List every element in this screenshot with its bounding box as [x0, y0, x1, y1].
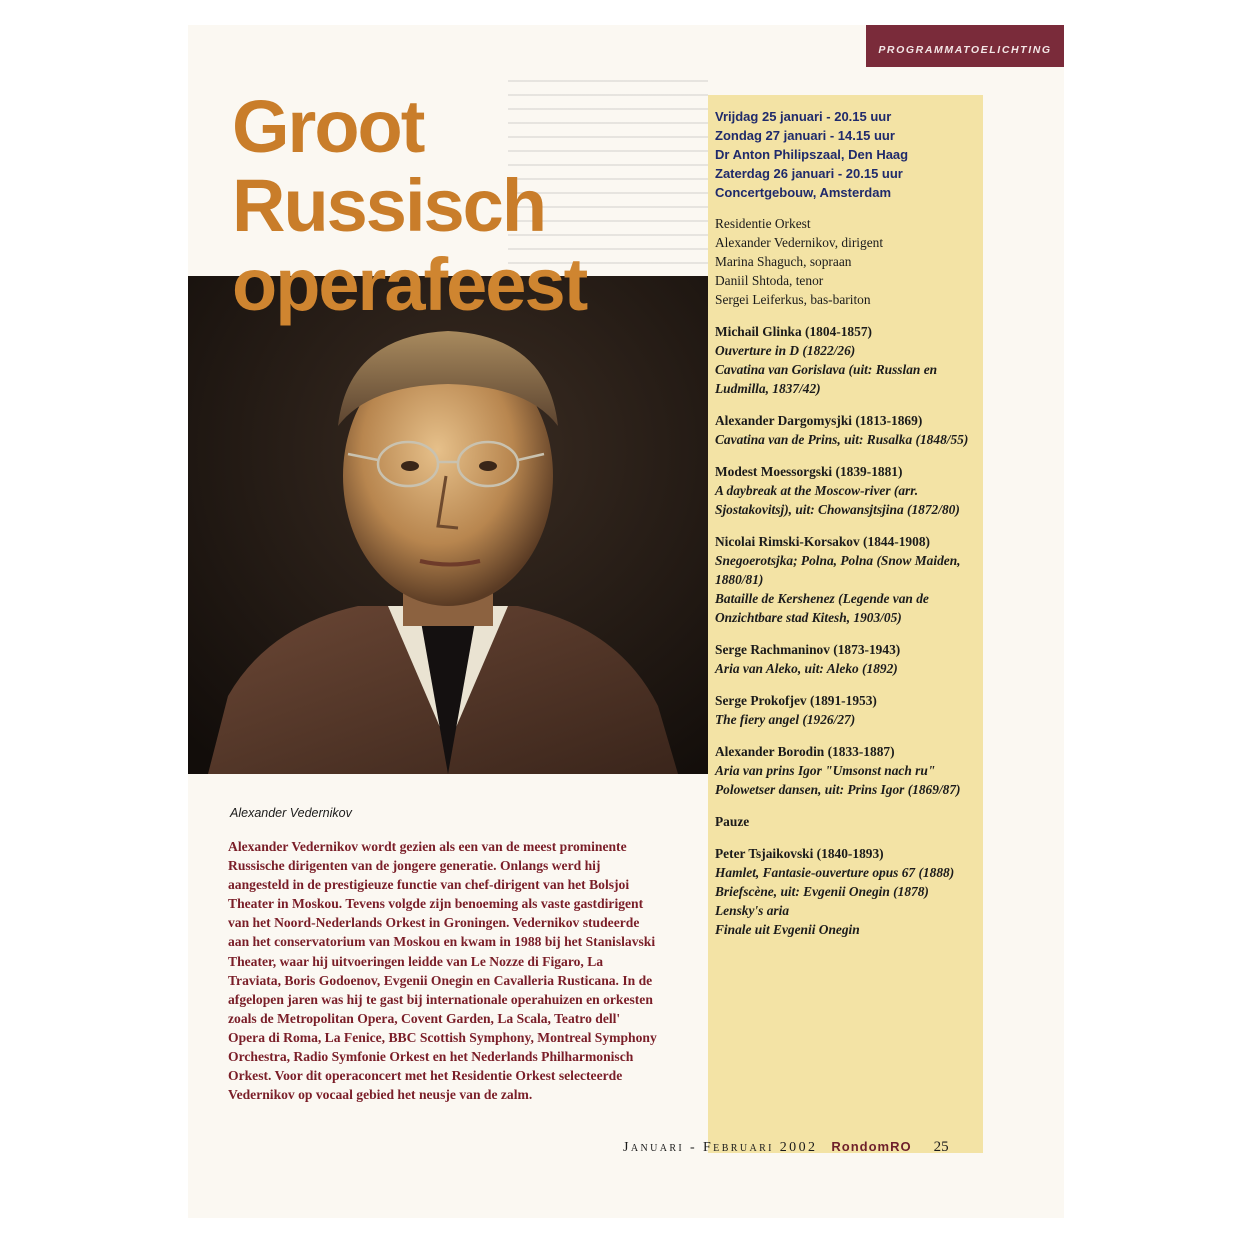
- performers-list: [715, 214, 977, 309]
- page-footer: [623, 1139, 949, 1156]
- headline-line-3: operafeest: [232, 243, 587, 327]
- page-number: 25: [933, 1139, 949, 1155]
- program-list: [715, 322, 977, 939]
- program-item: [715, 742, 977, 799]
- work-title: Polowetser dansen, uit: Prins Igor (1869/87): [715, 782, 961, 797]
- program-item: [715, 322, 977, 398]
- work-title: Aria van prins Igor "Umsonst nach ru": [715, 763, 936, 778]
- program-item: [715, 844, 977, 939]
- performer-line: Marina Shaguch, sopraan: [715, 254, 852, 269]
- schedule-line: Dr Anton Philipszaal, Den Haag: [715, 147, 909, 162]
- program-item: [715, 691, 977, 729]
- program-item: [715, 640, 977, 678]
- composer-name: Peter Tsjaikovski (1840-1893): [715, 846, 884, 861]
- work-title: Finale uit Evgenii Onegin: [715, 922, 860, 937]
- schedule-line: Zaterdag 26 januari - 20.15 uur: [715, 166, 903, 181]
- composer-name: Alexander Dargomysjki (1813-1869): [715, 413, 923, 428]
- footer-issue: Januari - Februari 2002: [623, 1140, 818, 1155]
- program-panel: [715, 107, 977, 939]
- program-item: [715, 411, 977, 449]
- program-item: [715, 532, 977, 627]
- section-tab: PROGRAMMATOELICHTING: [866, 25, 1064, 67]
- composer-name: Serge Prokofjev (1891-1953): [715, 693, 877, 708]
- footer-magazine: RondomRO: [831, 1139, 912, 1154]
- conductor-photo: [188, 276, 708, 774]
- work-title: Aria van Aleko, uit: Aleko (1892): [715, 661, 898, 676]
- work-title: Bataille de Kershenez (Legende van de Onzichtbare stad Kitesh, 1903/05): [715, 591, 929, 625]
- program-item: [715, 462, 977, 519]
- composer-name: Michail Glinka (1804-1857): [715, 324, 872, 339]
- composer-name: Nicolai Rimski-Korsakov (1844-1908): [715, 534, 930, 549]
- work-title: Briefscène, uit: Evgenii Onegin (1878): [715, 884, 929, 899]
- composer-name: Modest Moessorgski (1839-1881): [715, 464, 903, 479]
- photo-caption: Alexander Vedernikov: [230, 806, 352, 820]
- schedule-line: Zondag 27 januari - 14.15 uur: [715, 128, 895, 143]
- headline-line-1: Groot: [232, 85, 424, 168]
- concert-dates: [715, 107, 977, 202]
- work-title: Snegoerotsjka; Polna, Polna (Snow Maiden, 1880/81): [715, 553, 961, 587]
- composer-name: Alexander Borodin (1833-1887): [715, 744, 895, 759]
- portrait-image: [188, 276, 708, 774]
- magazine-page: [188, 25, 1064, 1218]
- work-title: Cavatina van Gorislava (uit: Russlan en Ludmilla, 1837/42): [715, 362, 938, 396]
- headline-line-2: Russisch: [232, 164, 546, 248]
- performer-line: Residentie Orkest: [715, 216, 811, 231]
- performer-line: Alexander Vedernikov, dirigent: [715, 235, 884, 250]
- work-title: Cavatina van de Prins, uit: Rusalka (1848/55): [715, 432, 969, 447]
- work-title: Ouverture in D (1822/26): [715, 343, 856, 358]
- work-title: A daybreak at the Moscow-river (arr. Sjostakovitsj), uit: Chowansjtsjina (1872/80): [715, 483, 960, 517]
- performer-line: Daniil Shtoda, tenor: [715, 273, 824, 288]
- work-title: The fiery angel (1926/27): [715, 712, 856, 727]
- schedule-line: Concertgebouw, Amsterdam: [715, 185, 892, 200]
- headline: [232, 87, 712, 325]
- schedule-line: Vrijdag 25 januari - 20.15 uur: [715, 109, 892, 124]
- work-title: Hamlet, Fantasie-ouverture opus 67 (1888): [715, 865, 955, 880]
- bio-paragraph: Alexander Vedernikov wordt gezien als een van de meest prominente Russische dirigenten van de jongere generatie. Onlangs werd hij aangesteld in de prestigieuze functie van chef-dirigent van het Bolsjoi Theater in Moskou. Tevens volgde zijn benoeming als vaste gastdirigent van het Noord-Nederlands Orkest in Groningen. Vedernikov studeerde aan het conservatorium van Moskou en kwam in 1988 bij het Stanislavski Theater, waar hij uitvoeringen leidde van Le Nozze di Figaro, La Traviata, Boris Godoenov, Evgenii Onegin en Cavalleria Rusticana. In de afgelopen jaren was hij te gast bij internationale operahuizen en orkesten zoals de Metropolitan Opera, Covent Garden, La Scala, Teatro dell' Opera di Roma, La Fenice, BBC Scottish Symphony, Montreal Symphony Orchestra, Radio Symfonie Orkest en het Nederlands Philharmonisch Orkest. Voor dit operaconcert met het Residentie Orkest selecteerde Vedernikov op vocaal gebied het neusje van de zalm.: [228, 839, 657, 1103]
- composer-name: Serge Rachmaninov (1873-1943): [715, 642, 901, 657]
- program-item: [715, 812, 977, 831]
- performer-line: Sergei Leiferkus, bas-bariton: [715, 292, 871, 307]
- work-title: Lensky's aria: [715, 903, 790, 918]
- composer-name: Pauze: [715, 814, 750, 829]
